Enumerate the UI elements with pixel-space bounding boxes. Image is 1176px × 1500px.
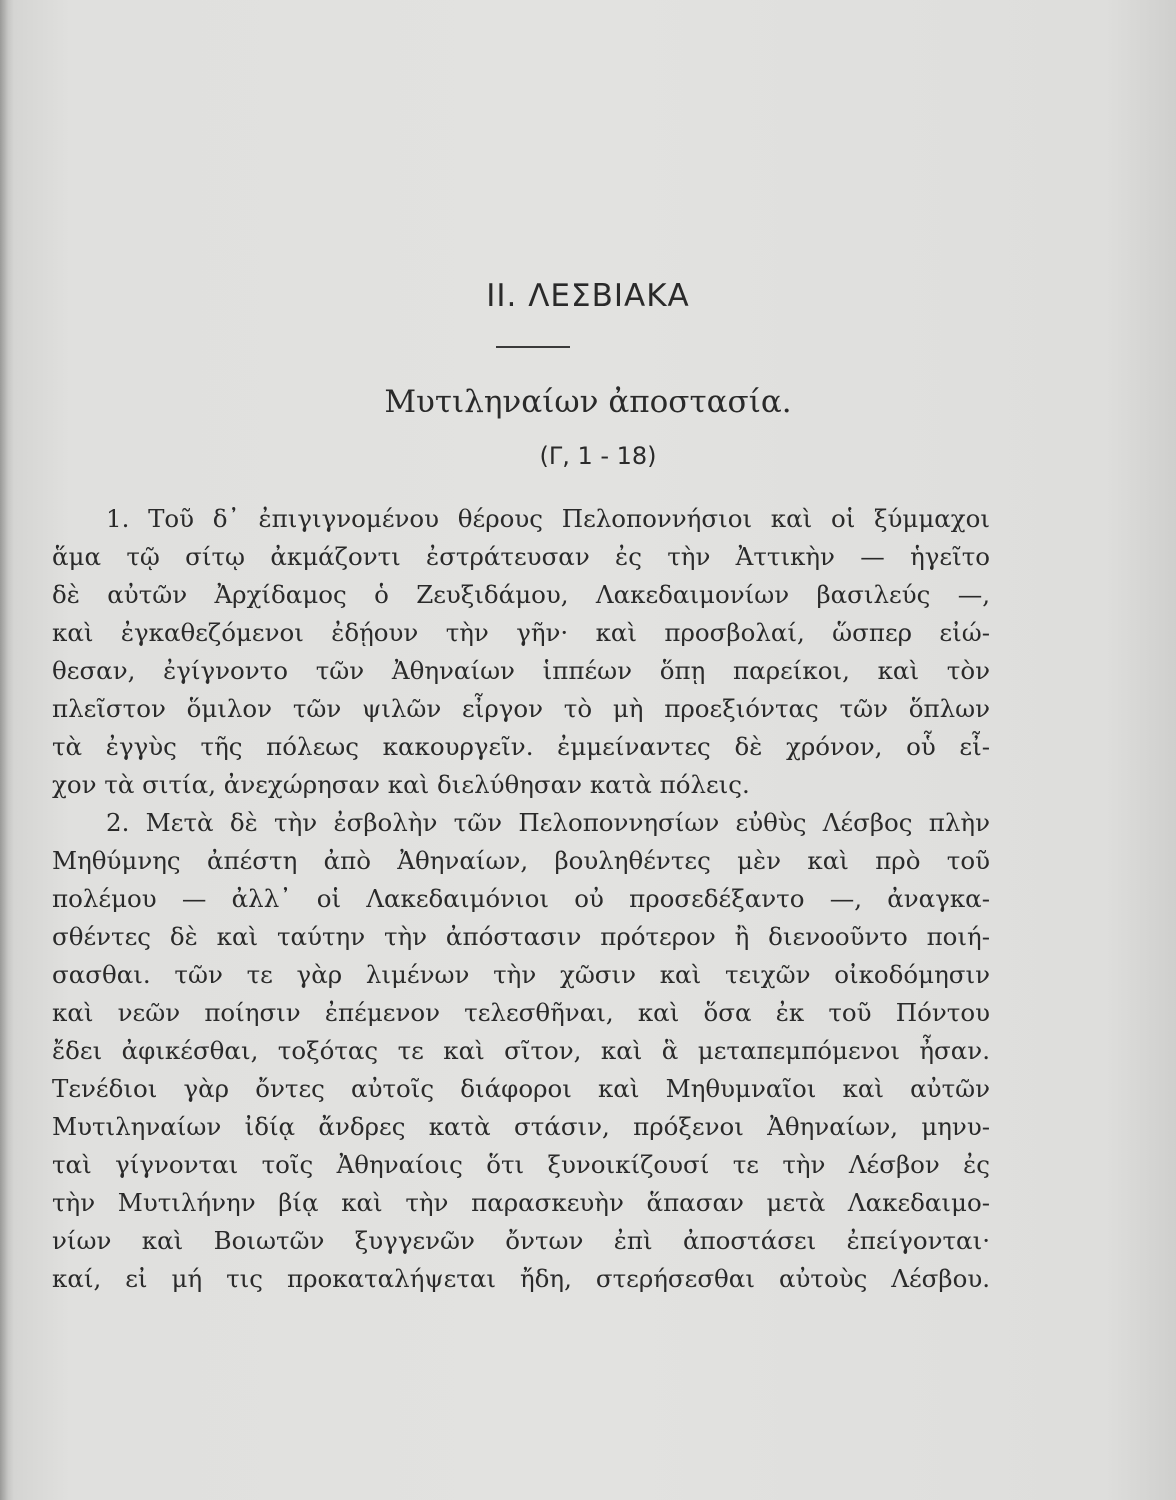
- text-line: τὴν Μυτιλήνην βίᾳ καὶ τὴν παρασκευὴν ἅπασαν μετὰ Λακεδαιμο-: [52, 1188, 990, 1217]
- text-line: ἅμα τῷ σίτῳ ἀκμάζοντι ἐστράτευσαν ἐς τὴν Ἀττικὴν — ἡγεῖτο: [52, 542, 990, 571]
- heading-divider: [496, 346, 570, 348]
- text-line: καὶ νεῶν ποίησιν ἐπέμενον τελεσθῆναι, καὶ ὅσα ἐκ τοῦ Πόντου: [52, 998, 990, 1027]
- text-line: θεσαν, ἐγίγνοντο τῶν Ἀθηναίων ἱππέων ὅπῃ παρείκοι, καὶ τὸν: [52, 656, 990, 685]
- text-line: 1. Τοῦ δ᾽ ἐπιγιγνομένου θέρους Πελοποννήσιοι καὶ οἱ ξύμμαχοι: [106, 504, 990, 533]
- text-line: πλεῖστον ὅμιλον τῶν ψιλῶν εἶργον τὸ μὴ προεξιόντας τῶν ὅπλων: [52, 694, 990, 723]
- text-line: 2. Μετὰ δὲ τὴν ἐσβολὴν τῶν Πελοποννησίων εὐθὺς Λέσβος πλὴν: [106, 808, 990, 837]
- text-line: χον τὰ σιτία, ἀνεχώρησαν καὶ διελύθησαν κατὰ πόλεις.: [52, 770, 750, 799]
- text-line: σασθαι. τῶν τε γὰρ λιμένων τὴν χῶσιν καὶ τειχῶν οἰκοδόμησιν: [52, 960, 990, 989]
- body-text: [52, 500, 990, 1298]
- text-line: πολέμου — ἀλλ᾽ οἱ Λακεδαιμόνιοι οὐ προσεδέξαντο —, ἀναγκα-: [52, 884, 990, 913]
- text-line: ταὶ γίγνονται τοῖς Ἀθηναίοις ὅτι ξυνοικίζουσί τε τὴν Λέσβον ἐς: [52, 1150, 990, 1179]
- text-line: νίων καὶ Βοιωτῶν ξυγγενῶν ὄντων ἐπὶ ἀποστάσει ἐπείγονται·: [52, 1226, 990, 1255]
- text-line: σθέντες δὲ καὶ ταύτην τὴν ἀπόστασιν πρότερον ἢ διενοοῦντο ποιή-: [52, 922, 990, 951]
- text-line: καί, εἰ μή τις προκαταλήψεται ἤδη, στερήσεσθαι αὐτοὺς Λέσβου.: [52, 1264, 990, 1293]
- text-line: ἔδει ἀφικέσθαι, τοξότας τε καὶ σῖτον, καὶ ἃ μεταπεμπόμενοι ἦσαν.: [52, 1036, 990, 1065]
- text-line: τὰ ἐγγὺς τῆς πόλεως κακουργεῖν. ἐμμείναντες δὲ χρόνον, οὗ εἶ-: [52, 732, 990, 761]
- page-binding-shadow: [0, 0, 14, 1500]
- text-line: Μυτιληναίων ἰδίᾳ ἄνδρες κατὰ στάσιν, πρόξενοι Ἀθηναίων, μηνυ-: [52, 1112, 990, 1141]
- book-chapter-reference: (Γ, 1 - 18): [539, 442, 657, 470]
- text-line: καὶ ἐγκαθεζόμενοι ἐδῄουν τὴν γῆν· καὶ προσβολαί, ὥσπερ εἰώ-: [52, 618, 990, 647]
- text-line: δὲ αὐτῶν Ἀρχίδαμος ὁ Ζευξιδάμου, Λακεδαιμονίων βασιλεύς —,: [52, 580, 990, 609]
- text-line: Μηθύμνης ἀπέστη ἀπὸ Ἀθηναίων, βουληθέντες μὲν καὶ πρὸ τοῦ: [52, 846, 990, 875]
- section-heading: II. ΛΕΣΒΙΑΚΑ: [486, 278, 690, 314]
- text-line: Τενέδιοι γὰρ ὄντες αὐτοῖς διάφοροι καὶ Μηθυμναῖοι καὶ αὐτῶν: [52, 1074, 990, 1103]
- section-subtitle: Μυτιληναίων ἀποστασία.: [384, 384, 792, 420]
- paragraph-2: [52, 804, 990, 1298]
- paragraph-1: [52, 500, 990, 804]
